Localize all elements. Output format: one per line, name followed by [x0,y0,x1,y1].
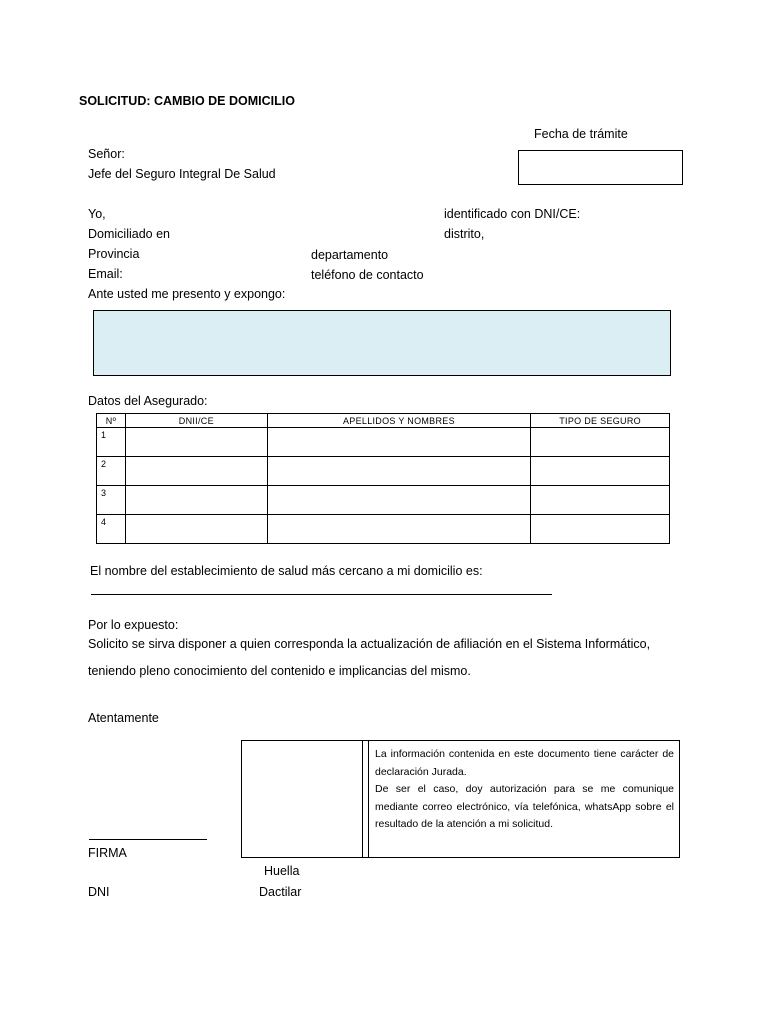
field-departamento: departamento [311,248,389,262]
addressee-salutation: Señor: [88,147,125,161]
column-header: Nº [97,414,126,428]
firma-line[interactable] [89,839,207,840]
table-row [97,428,670,457]
tipo-seguro-cell[interactable] [531,457,670,486]
establecimiento-line[interactable] [91,594,552,595]
firma-label: FIRMA [88,846,127,860]
row-number: 4 [97,515,126,544]
dni-label: DNI [88,885,110,899]
establecimiento-text: El nombre del establecimiento de salud más cercano a mi domicilio es: [90,564,483,578]
column-header: TIPO DE SEGURO [531,414,670,428]
tipo-seguro-cell[interactable] [531,486,670,515]
document-title: SOLICITUD: CAMBIO DE DOMICILIO [79,94,295,108]
expuesto-line1: Solicito se sirva disponer a quien corresponda la actualización de afiliación en el Sistema Informático, [88,637,651,651]
tipo-seguro-cell[interactable] [531,515,670,544]
field-yo: Yo, [88,207,106,221]
asegurado-table [96,413,670,544]
nombres-cell[interactable] [267,515,531,544]
row-number: 1 [97,428,126,457]
dni-cell[interactable] [125,457,267,486]
declaration-paragraph-2: De ser el caso, doy autorización para se me comunique mediante correo electrónico, vía telefónica, whatsApp sobre el resultado de la atención a mi solicitud. [375,783,674,830]
huella-label-2: Dactilar [259,885,302,899]
table-row [97,457,670,486]
dni-cell[interactable] [125,428,267,457]
table-row [97,486,670,515]
field-domiciliado: Domiciliado en [88,227,170,241]
field-email: Email: [88,267,123,281]
tipo-seguro-cell[interactable] [531,428,670,457]
addressee-title: Jefe del Seguro Integral De Salud [88,167,276,181]
field-provincia: Provincia [88,247,140,261]
dni-cell[interactable] [125,486,267,515]
field-expongo: Ante usted me presento y expongo: [88,287,286,301]
field-identificado: identificado con DNI/CE: [444,207,581,221]
huella-label-1: Huella [264,864,300,878]
table-row [97,515,670,544]
row-number: 3 [97,486,126,515]
asegurado-heading: Datos del Asegurado: [88,394,208,408]
expuesto-line2: teniendo pleno conocimiento del contenido e implicancias del mismo. [88,664,471,678]
fecha-input-box[interactable] [518,150,683,185]
nombres-cell[interactable] [267,457,531,486]
column-header: DNII/CE [125,414,267,428]
expongo-textarea[interactable] [93,310,671,376]
declaration-box [362,740,680,858]
field-distrito: distrito, [444,227,485,241]
field-telefono: teléfono de contacto [311,268,424,282]
huella-box [241,740,369,858]
dni-cell[interactable] [125,515,267,544]
fecha-label: Fecha de trámite [534,127,628,141]
table-header-row [97,414,670,428]
nombres-cell[interactable] [267,486,531,515]
nombres-cell[interactable] [267,428,531,457]
declaration-paragraph-1: La información contenida en este documento tiene carácter de declaración Jurada. [375,748,674,778]
column-header: APELLIDOS Y NOMBRES [267,414,531,428]
atentamente-text: Atentamente [88,711,159,725]
expuesto-heading: Por lo expuesto: [88,618,179,632]
row-number: 2 [97,457,126,486]
